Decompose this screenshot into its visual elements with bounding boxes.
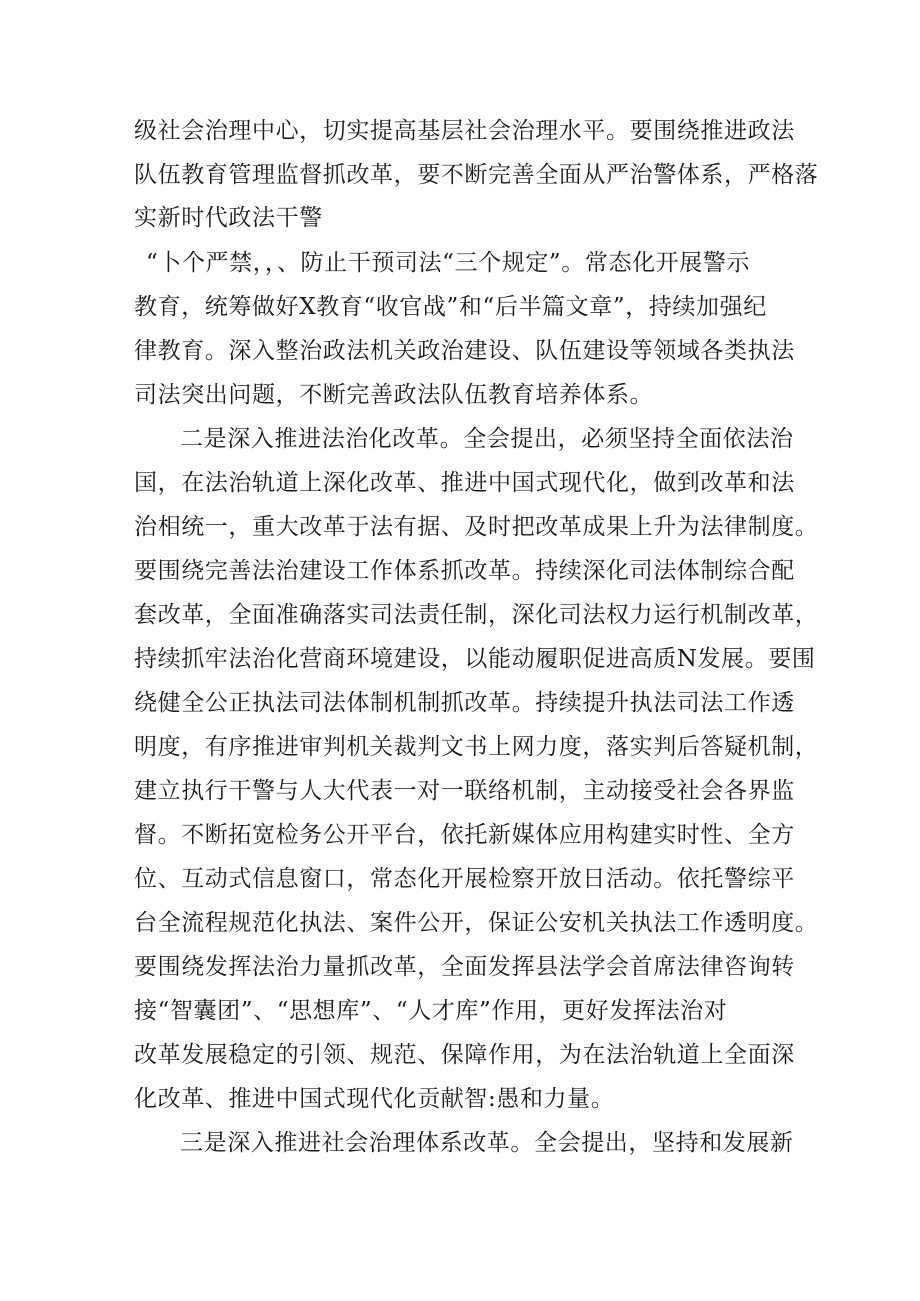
- text-line: 改革发展稳定的引领、规范、保障作用，为在法治轨道上全面深: [134, 1042, 795, 1068]
- text-line: 治相统一，重大改革于法有据、及时把改革成果上升为法律制度。: [134, 514, 819, 540]
- paragraph-start-line: 二是深入推进法治化改革。全会提出，必须坚持全面依法治: [180, 426, 794, 452]
- text-line: 位、互动式信息窗口，常态化开展检察开放日活动。依托警综平: [134, 866, 795, 892]
- text-line: 接“智囊团”、“思想库”、“人才库”作用，更好发挥法治对: [134, 998, 728, 1024]
- text-line: 督。不断拓宽检务公开平台，依托新媒体应用构建实时性、全方: [134, 822, 795, 848]
- text-line: 司法突出问题，不断完善政法队伍教育培养体系。: [134, 382, 654, 408]
- text-line: 级社会治理中心，切实提高基层社会治理水平。要围绕推进政法: [134, 118, 795, 144]
- text-line: 队伍教育管理监督抓改革，要不断完善全面从严治警体系，严格落: [134, 162, 819, 188]
- text-line: 建立执行干警与人大代表一对一联络机制，主动接受社会各界监: [134, 778, 795, 804]
- text-line: 要围绕发挥法治力量抓改革，全面发挥县法学会首席法律咨询转: [134, 954, 795, 980]
- text-line: 明度，有序推进审判机关裁判文书上网力度，落实判后答疑机制，: [134, 734, 819, 760]
- text-line: 要围绕完善法治建设工作体系抓改革。持续深化司法体制综合配: [134, 558, 795, 584]
- text-line: 国，在法治轨道上深化改革、推进中国式现代化，做到改革和法: [134, 470, 795, 496]
- text-line: “卜个严禁，，、防止干预司法“三个规定”。常态化开展警示: [146, 250, 751, 276]
- text-line: 持续抓牢法治化营商环境建设，以能动履职促进高质N发展。要围: [134, 646, 816, 672]
- text-line: 绕健全公正执法司法体制机制抓改革。持续提升执法司法工作透: [134, 690, 795, 716]
- paragraph-start-line: 三是深入推进社会治理体系改革。全会提出，坚持和发展新: [180, 1130, 794, 1156]
- text-line: 套改革，全面准确落实司法责任制，深化司法权力运行机制改革，: [134, 602, 819, 628]
- text-line: 律教育。深入整治政法机关政治建设、队伍建设等领域各类执法: [134, 338, 795, 364]
- text-line: 实新时代政法干警: [134, 205, 323, 231]
- text-line: 教育，统筹做好X教育“收官战”和“后半篇文章”，持续加强纪: [134, 294, 767, 320]
- text-line: 化改革、推进中国式现代化贡献智:愚和力量。: [134, 1086, 615, 1112]
- text-line: 台全流程规范化执法、案件公开，保证公安机关执法工作透明度。: [134, 910, 819, 936]
